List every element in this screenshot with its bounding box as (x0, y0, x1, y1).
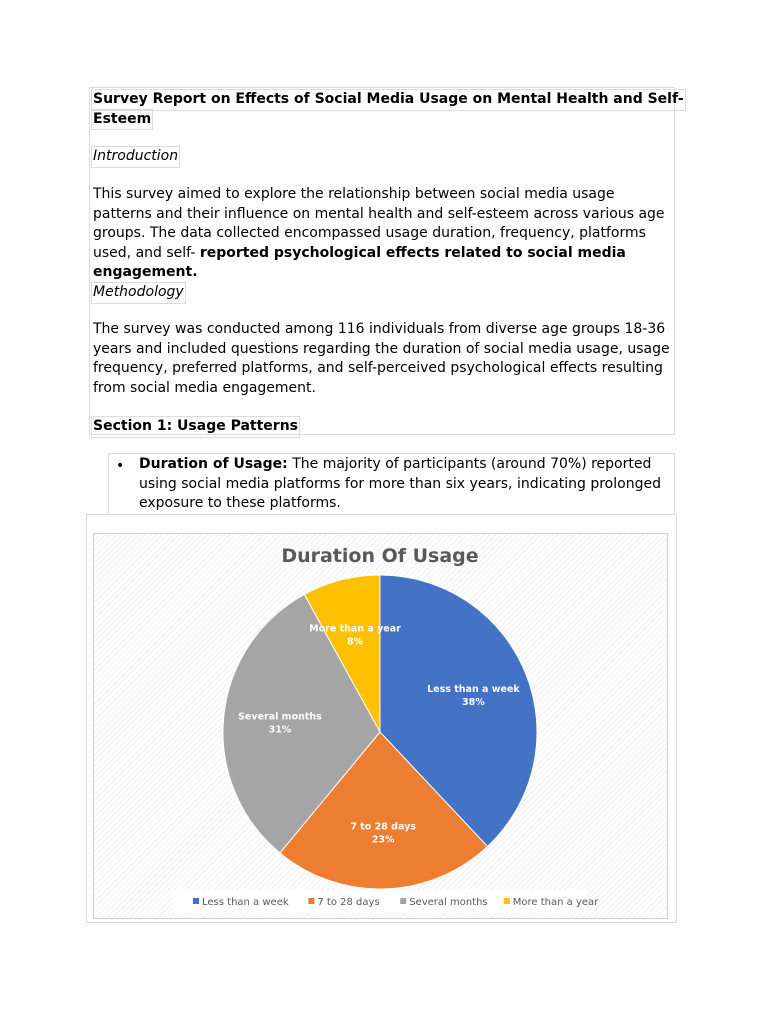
pie-label-value-less-than-a-week: 38% (462, 697, 485, 709)
section1-heading: Section 1: Usage Patterns (91, 416, 300, 438)
bullet-icon: • (116, 458, 125, 474)
document-title-line2: Esteem (91, 109, 153, 131)
introduction-heading: Introduction (91, 146, 180, 168)
methodology-heading: Methodology (91, 282, 186, 304)
legend-label-several-months: Several months (409, 897, 488, 908)
legend-swatch-several-months (400, 898, 406, 904)
pie-chart (93, 533, 668, 919)
methodology-paragraph: The survey was conducted among 116 individuals from diverse age groups 18-36 years and included questions regarding the duration of social media usage, usage frequency, preferred platforms, and self-perceived psychological effects resulting from social media engagement. (93, 321, 670, 396)
document-title-line1: Survey Report on Effects of Social Media Usage on Mental Health and Self- (91, 89, 686, 111)
introduction-text: This survey aimed to explore the relationship between social media usage patterns and their influence on mental health and self-esteem across various age groups. The data collected encompassed usage duration, frequency, platforms used, and self- (93, 186, 665, 261)
chart-title: Duration Of Usage (281, 545, 479, 567)
legend-label-less-than-a-week: Less than a week (202, 897, 289, 908)
pie-label-value-7-to-28-days: 23% (371, 834, 395, 846)
pie-label-value-several-months: 31% (268, 724, 292, 736)
pie-label-category-more-than-a-year: More than a year (309, 623, 401, 635)
bullet-label: Duration of Usage: (139, 456, 288, 472)
pie-label-category-several-months: Several months (238, 711, 322, 723)
legend-label-more-than-a-year: More than a year (512, 897, 599, 908)
legend-label-7-to-28-days: 7 to 28 days (317, 897, 380, 908)
bullet-item-duration (139, 455, 673, 514)
bullet-body: The majority of participants (around 70%) reported using social media platforms for more than six years, indicating prolonged exposure to these platforms. (139, 456, 661, 511)
introduction-paragraph (93, 185, 673, 283)
pie-label-category-less-than-a-week: Less than a week (427, 684, 520, 696)
introduction-text-bold: reported psychological effects related to social media engagement. (93, 244, 626, 280)
pie-label-category-7-to-28-days: 7 to 28 days (350, 821, 416, 833)
pie-label-value-more-than-a-year: 8% (346, 636, 364, 648)
legend-swatch-more-than-a-year (504, 898, 510, 904)
legend-swatch-7-to-28-days (308, 898, 314, 904)
legend-swatch-less-than-a-week (193, 898, 199, 904)
